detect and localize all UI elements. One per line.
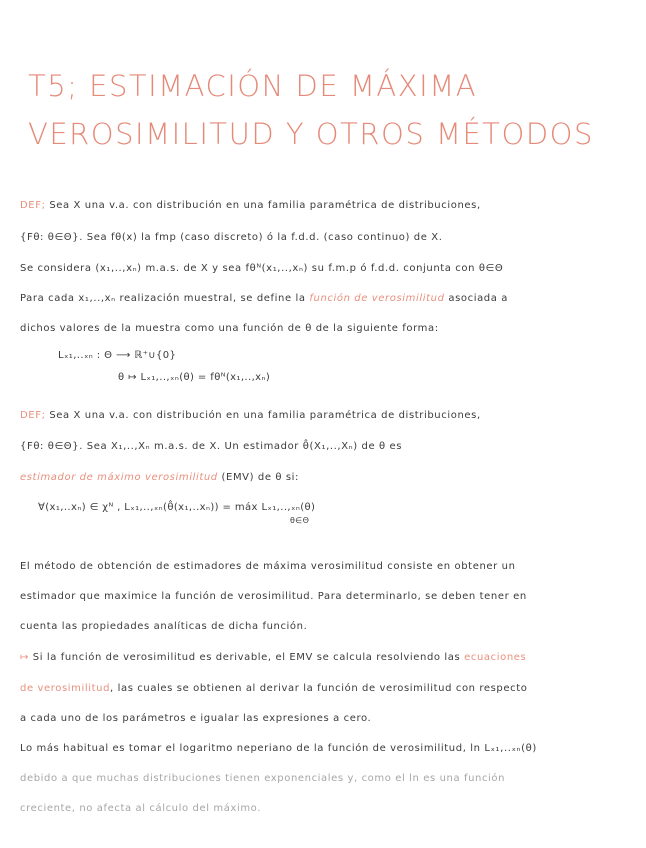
def1-line-3: Se considera (x₁,..,xₙ) m.a.s. de X y sea fθᴺ(x₁,..,xₙ) su f.m.p ó f.d.d. conjunta con θ∈Θ xyxy=(20,263,504,274)
arrow-icon: ↦ xyxy=(20,652,29,663)
def1-text-4b: asociada a xyxy=(444,293,508,304)
body-line-5 xyxy=(20,683,527,694)
def2-math-1: ∀(x₁,..xₙ) ∈ χᴺ , Lₓ₁,..,ₓₙ(θ̂(x₁,..xₙ)) = máx Lₓ₁,..,ₓₙ(θ) xyxy=(38,502,316,513)
def1-highlight: función de verosimilitud xyxy=(309,293,445,304)
def2-text-3b: (EMV) de θ si: xyxy=(217,472,300,483)
def1-text-1: Sea X una v.a. con distribución en una familia paramétrica de distribuciones, xyxy=(49,200,481,211)
def2-line-2: {Fθ: θ∈Θ}. Sea X₁,..,Xₙ m.a.s. de X. Un estimador θ̂(X₁,..,Xₙ) de θ es xyxy=(20,441,403,452)
def2-text-1: Sea X una v.a. con distribución en una familia paramétrica de distribuciones, xyxy=(49,410,481,421)
def1-line-2: {Fθ: θ∈Θ}. Sea fθ(x) la fmp (caso discreto) ó la f.d.d. (caso continuo) de X. xyxy=(20,232,443,243)
body-line-1: El método de obtención de estimadores de máxima verosimilitud consiste en obtener un xyxy=(20,561,516,572)
def1-line-5: dichos valores de la muestra como una función de θ de la siguiente forma: xyxy=(20,323,439,334)
def1-line-1 xyxy=(20,200,481,211)
body-line-3: cuenta las propiedades analíticas de dicha función. xyxy=(20,621,308,632)
def1-text-4a: Para cada x₁,..,xₙ realización muestral, se define la xyxy=(20,293,310,304)
def1-line-4 xyxy=(20,293,508,304)
body-line-9: creciente, no afecta al cálculo del máximo. xyxy=(20,803,261,814)
def1-math-1: Lₓ₁,..ₓₙ : Θ ⟶ ℝ⁺∪{0} xyxy=(58,350,177,361)
body-highlight-1: ecuaciones xyxy=(464,652,527,663)
body-text-5b: , las cuales se obtienen al derivar la función de verosimilitud con respecto xyxy=(110,683,528,694)
body-line-8: debido a que muchas distribuciones tienen exponenciales y, como el ln es una función xyxy=(20,773,506,784)
page-title xyxy=(28,62,628,158)
body-line-6: a cada uno de los parámetros e igualar las expresiones a cero. xyxy=(20,713,372,724)
def2-line-1 xyxy=(20,410,481,421)
def2-line-3 xyxy=(20,472,299,483)
body-text-4a: Si la función de verosimilitud es derivable, el EMV se calcula resolviendo las xyxy=(28,652,465,663)
body-highlight-2: de verosimilitud xyxy=(20,683,111,694)
body-line-4 xyxy=(20,652,526,663)
def2-label: DEF; xyxy=(20,410,46,421)
def2-highlight: estimador de máximo verosimilitud xyxy=(20,472,218,483)
def1-label: DEF; xyxy=(20,200,46,211)
def2-math-2: θ∈Θ xyxy=(290,516,310,525)
body-line-2: estimador que maximice la función de verosimilitud. Para determinarlo, se deben tener en xyxy=(20,591,527,602)
def1-math-2: θ ↦ Lₓ₁,..,ₓₙ(θ) = fθᴺ(x₁,..,xₙ) xyxy=(118,372,271,383)
body-line-7: Lo más habitual es tomar el logaritmo neperiano de la función de verosimilitud, ln Lₓ₁,..ₓₙ(θ) xyxy=(20,743,537,754)
title-line-1: T5; ESTIMACIÓN DE MÁXIMA xyxy=(28,69,478,103)
title-line-2: VEROSIMILITUD Y OTROS MÉTODOS xyxy=(28,117,594,151)
